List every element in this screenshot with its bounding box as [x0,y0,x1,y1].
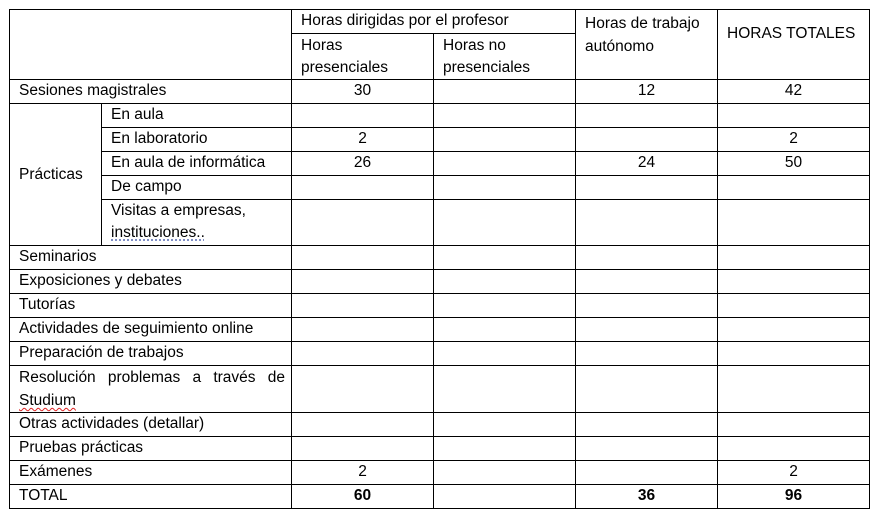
cell-empty [576,270,718,294]
header-empty-cell [10,10,292,80]
cell-empty [434,413,576,437]
cell-empty [576,437,718,461]
cell-empty [718,342,870,366]
cell-total-autonomo: 36 [576,485,718,509]
row-label-otras: Otras actividades (detallar) [10,413,292,437]
cell-visitas-autonomo [576,200,718,246]
cell-empty [292,437,434,461]
row-label-preparacion: Preparación de trabajos [10,342,292,366]
row-label-resolucion [10,366,292,413]
visitas-line-1: Visitas a empresas, [111,202,246,219]
cell-visitas-total [718,200,870,246]
cell-empty [292,413,434,437]
header-group-cell: Horas dirigidas por el profesor [292,10,576,34]
cell-informatica-autonomo: 24 [576,152,718,176]
cell-campo-presenciales [292,176,434,200]
cell-empty [292,270,434,294]
row-label-tutorias: Tutorías [10,294,292,318]
cell-en-aula-no-presenciales [434,104,576,128]
cell-empty [434,246,576,270]
cell-sesiones-no-presenciales [434,80,576,104]
cell-empty [292,246,434,270]
cell-informatica-no-presenciales [434,152,576,176]
row-label-sesiones: Sesiones magistrales [10,80,292,104]
row-label-laboratorio: En laboratorio [102,128,292,152]
row-label-pruebas: Pruebas prácticas [10,437,292,461]
cell-sesiones-presenciales: 30 [292,80,434,104]
cell-empty [718,437,870,461]
cell-examenes-presenciales: 2 [292,461,434,485]
cell-visitas-no-presenciales [434,200,576,246]
cell-empty [718,246,870,270]
cell-examenes-total: 2 [718,461,870,485]
resolucion-line-2: Studium [19,392,76,409]
cell-total-total: 96 [718,485,870,509]
header-totales-cell: HORAS TOTALES [718,10,870,80]
row-label-en-aula: En aula [102,104,292,128]
cell-empty [718,413,870,437]
row-label-examenes: Exámenes [10,461,292,485]
cell-empty [718,366,870,413]
cell-en-aula-presenciales [292,104,434,128]
visitas-line-2: instituciones.. [111,224,205,241]
cell-en-aula-total [718,104,870,128]
cell-empty [576,294,718,318]
cell-empty [576,318,718,342]
cell-informatica-total: 50 [718,152,870,176]
header-no-presenciales-cell: Horas no presenciales [434,34,576,80]
cell-campo-no-presenciales [434,176,576,200]
resolucion-line-1: Resolución problemas a través de [19,369,285,386]
cell-laboratorio-no-presenciales [434,128,576,152]
cell-total-presenciales: 60 [292,485,434,509]
cell-empty [576,461,718,485]
cell-total-no-presenciales [434,485,576,509]
row-label-informatica: En aula de informática [102,152,292,176]
cell-empty [718,294,870,318]
cell-empty [576,413,718,437]
cell-laboratorio-autonomo [576,128,718,152]
cell-en-aula-autonomo [576,104,718,128]
cell-empty [434,318,576,342]
hours-table [9,9,870,509]
cell-empty [434,342,576,366]
cell-empty [434,437,576,461]
cell-sesiones-autonomo: 12 [576,80,718,104]
cell-empty [292,294,434,318]
cell-empty [434,366,576,413]
cell-sesiones-total: 42 [718,80,870,104]
row-label-seminarios: Seminarios [10,246,292,270]
header-presenciales-cell: Horas presenciales [292,34,434,80]
cell-laboratorio-total: 2 [718,128,870,152]
row-label-total: TOTAL [10,485,292,509]
cell-campo-autonomo [576,176,718,200]
row-label-campo: De campo [102,176,292,200]
row-label-practicas: Prácticas [10,104,102,246]
cell-campo-total [718,176,870,200]
header-autonomo-cell: Horas de trabajo autónomo [576,10,718,80]
cell-visitas-presenciales [292,200,434,246]
cell-empty [718,270,870,294]
cell-empty [292,366,434,413]
cell-laboratorio-presenciales: 2 [292,128,434,152]
cell-empty [576,342,718,366]
row-label-visitas [102,200,292,246]
cell-empty [576,366,718,413]
cell-empty [292,342,434,366]
cell-empty [576,246,718,270]
cell-empty [434,294,576,318]
row-label-seguimiento: Actividades de seguimiento online [10,318,292,342]
cell-empty [434,270,576,294]
row-label-exposiciones: Exposiciones y debates [10,270,292,294]
cell-informatica-presenciales: 26 [292,152,434,176]
cell-empty [434,461,576,485]
cell-empty [718,318,870,342]
cell-empty [292,318,434,342]
